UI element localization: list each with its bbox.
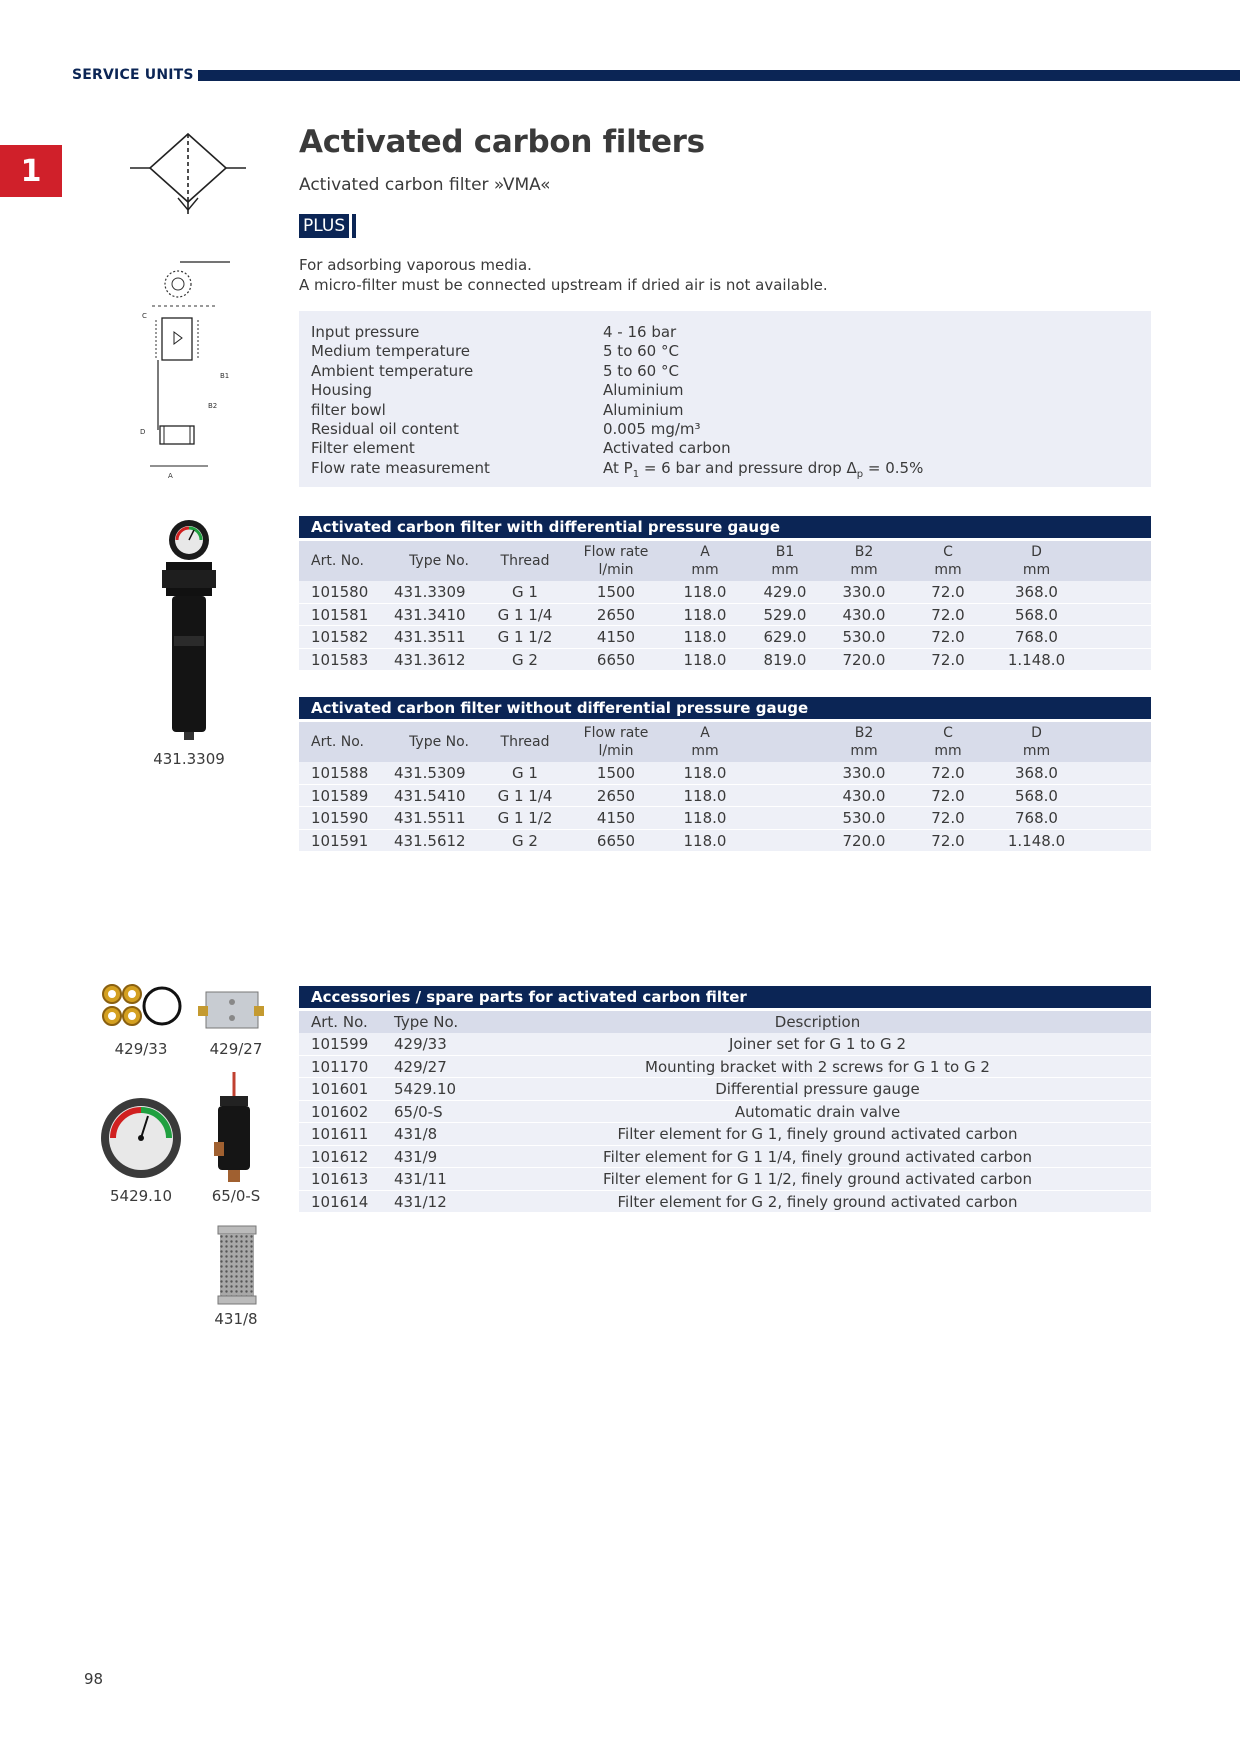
table-cell: 101614 [311,1192,369,1211]
header-line: mm [691,562,719,578]
table-body [299,1033,1151,1213]
table-cell: 330.0 [842,583,886,601]
table-cell: 101588 [311,764,369,782]
header-line: D [1031,725,1042,741]
accessories-table [299,986,1151,1213]
table-title: Activated carbon filter with differential pressure gauge [299,516,1151,538]
spec-key: Medium temperature [311,342,471,361]
header-line: Type No. [409,553,469,569]
product-photo-icon [160,516,218,742]
table-cell: 819.0 [763,650,807,669]
spec-key: Flow rate measurement [311,458,490,477]
header-cell [484,722,566,762]
intro-text [299,255,828,295]
table-row [299,785,1151,808]
table-cell: 101601 [311,1080,369,1098]
table-title: Activated carbon filter without differential pressure gauge [299,697,1151,719]
header-line: l/min [598,743,634,759]
table-cell: G 1 [512,583,538,601]
spec-value: 4 - 16 bar [603,323,677,341]
table-cell: 431.3309 [394,583,466,601]
table-header [299,541,1151,581]
plus-badge [299,214,356,238]
intro-line: A micro-filter must be connected upstream if dried air is not available. [299,276,828,294]
table-row [299,1191,1151,1214]
header-line: l/min [598,562,634,578]
header-line: mm [771,562,799,578]
header-type-no: Type No. [394,1013,459,1031]
table-cell: 368.0 [1015,583,1058,601]
spec-key: Input pressure [311,323,420,341]
table-cell: 431.5410 [394,786,466,805]
header-cell [299,722,394,762]
table-cell: 530.0 [842,809,886,827]
header-cell [826,541,902,581]
table-cell: 429/27 [394,1057,447,1076]
table-cell: 431.5612 [394,831,466,850]
table-cell: 431/12 [394,1192,447,1211]
table-cell: 2650 [596,605,636,624]
spec-row [311,381,1151,400]
table-cell: 1500 [596,583,636,601]
spec-row [311,362,1151,381]
intro-line: For adsorbing vaporous media. [299,256,532,274]
table-cell [744,762,826,784]
table-row [299,1146,1151,1169]
spec-row [311,420,1151,439]
table-cell: 1.148.0 [1007,650,1066,669]
table-cell: 368.0 [1015,764,1058,782]
chapter-tab[interactable]: 1 [0,145,62,197]
table-cell: 430.0 [842,605,886,624]
table-cell: 72.0 [931,628,965,646]
table-cell: 1500 [596,764,636,782]
spec-key: Ambient temperature [311,361,474,380]
svg-text:D: D [140,428,146,436]
header-line: Art. No. [311,553,364,569]
svg-text:A: A [168,472,173,480]
table-cell: Filter element for G 1, finely ground activated carbon [617,1125,1018,1143]
gauge-caption: 5429.10 [109,1187,173,1205]
header-line: mm [934,562,962,578]
header-line: Type No. [409,734,469,750]
table-cell: 4150 [596,809,636,827]
table-cell: 101170 [311,1057,369,1076]
table-row [299,1056,1151,1079]
header-cell [994,541,1079,581]
table-cell: 768.0 [1015,809,1058,827]
spec-key: Housing [311,381,372,400]
header-line: B1 [775,544,795,560]
table-cell: 118.0 [683,583,727,601]
table-row [299,830,1151,853]
header-line: mm [1022,562,1051,578]
table-cell: 101582 [311,628,369,646]
table-cell: 431/9 [394,1147,438,1166]
header-line: D [1031,544,1042,560]
spec-value-part: At P [603,458,633,477]
header-line: C [943,544,953,560]
header-line: C [943,725,953,741]
section-label: SERVICE UNITS [72,67,194,83]
table-cell: 330.0 [842,764,886,782]
table-cell: 72.0 [931,809,965,827]
table-cell: 118.0 [683,809,727,827]
table-cell: 6650 [596,650,636,669]
table-cell: 431.3511 [394,628,466,646]
table-title: Accessories / spare parts for activated carbon filter [299,986,1151,1008]
table-row [299,581,1151,604]
table-cell: Filter element for G 1 1/2, finely ground activated carbon [603,1170,1032,1188]
header-cell [566,722,666,762]
header-rule [198,70,1240,81]
spec-value: Aluminium [603,381,684,400]
header-line: Thread [500,734,550,750]
table-row [299,1078,1151,1101]
svg-text:B1: B1 [220,372,230,380]
table-with-gauge [299,516,1151,671]
product-caption: 431.3309 [153,750,225,768]
table-cell: 720.0 [842,831,886,850]
table-cell: G 1 1/2 [497,809,553,827]
spec-row [311,323,1151,342]
table-cell: G 1 1/4 [497,786,553,805]
table-cell: 720.0 [842,650,886,669]
svg-text:C: C [142,312,147,320]
header-cell [394,541,484,581]
table-body [299,762,1151,852]
table-cell: 429/33 [394,1035,447,1053]
table-body [299,581,1151,671]
table-cell: 118.0 [683,786,727,805]
table-cell: 431.3410 [394,605,466,624]
table-cell: 629.0 [763,628,807,646]
header-cell [744,722,826,762]
spec-value: 0.005 mg/m³ [603,419,701,438]
header-line: Flow rate [583,544,649,560]
page-number: 98 [84,1670,104,1688]
spec-value-part: = 0.5% [863,458,924,477]
header-cell [902,722,994,762]
table-cell: 568.0 [1015,786,1058,805]
joiner-set-caption: 429/33 [114,1040,168,1058]
header-line: B2 [854,725,874,741]
table-cell: Joiner set for G 1 to G 2 [729,1035,906,1053]
header-description: Description [774,1013,861,1031]
table-cell: 72.0 [931,605,965,624]
table-row [299,604,1151,627]
table-cell: 65/0-S [394,1102,443,1121]
table-cell: 1.148.0 [1007,831,1066,850]
table-cell: G 1 1/4 [497,605,553,624]
drain-valve-icon [212,1072,258,1184]
spec-value-subscript: 1 [632,468,640,480]
table-cell: 118.0 [683,628,727,646]
table-cell: 101611 [311,1125,369,1143]
table-cell: 5429.10 [394,1080,457,1098]
spec-row [311,459,1151,478]
header-line: mm [691,743,719,759]
spec-value: 5 to 60 °C [603,361,679,380]
table-cell: G 1 1/2 [497,628,553,646]
table-cell: 72.0 [931,583,965,601]
table-header [299,722,1151,762]
header-line: mm [850,743,878,759]
spec-row [311,401,1151,420]
spec-key: Residual oil content [311,419,459,438]
table-cell: 4150 [596,628,636,646]
table-cell: 431/11 [394,1170,447,1188]
table-cell: 101613 [311,1170,369,1188]
table-cell: 101581 [311,605,369,624]
table-row [299,1101,1151,1124]
table-row [299,649,1151,672]
spec-row [311,342,1151,361]
header-line: mm [1022,743,1051,759]
table-header [299,1011,1151,1033]
dimension-drawing-icon [136,258,236,480]
header-line: mm [934,743,962,759]
header-line: B2 [854,544,874,560]
spec-key: filter bowl [311,400,386,419]
table-cell: 101591 [311,831,369,850]
page-subtitle: Activated carbon filter »VMA« [299,175,551,195]
table-cell [744,785,826,807]
drain-caption: 65/0-S [211,1187,261,1205]
table-cell: 768.0 [1015,628,1058,646]
table-cell: G 2 [512,831,538,850]
spec-row [311,439,1151,458]
filter-symbol-icon [130,132,250,214]
header-cell [666,541,744,581]
table-without-gauge [299,697,1151,852]
joiner-set-icon [98,980,184,1032]
table-cell: 101590 [311,809,369,827]
table-cell: 72.0 [931,786,965,805]
table-row [299,762,1151,785]
table-cell: Differential pressure gauge [715,1080,920,1098]
table-cell: 118.0 [683,605,727,624]
header-cell [299,541,394,581]
spec-value: Aluminium [603,400,684,419]
table-cell: 101589 [311,786,369,805]
table-cell: 529.0 [763,605,807,624]
plus-badge-bar [352,214,356,238]
header-cell [484,541,566,581]
table-row [299,626,1151,649]
table-cell: 431.5309 [394,764,466,782]
header-line: mm [850,562,878,578]
table-cell: 118.0 [683,650,727,669]
spec-key: Filter element [311,439,415,458]
header-art-no: Art. No. [311,1013,368,1031]
header-cell [666,722,744,762]
table-cell: Mounting bracket with 2 screws for G 1 to G 2 [645,1057,990,1076]
specifications-box [299,311,1151,487]
table-row [299,807,1151,830]
table-cell: 431.3612 [394,650,466,669]
filter-element-icon [214,1224,260,1306]
mounting-bracket-icon [194,988,268,1032]
table-cell: 430.0 [842,786,886,805]
table-cell: 101602 [311,1102,369,1121]
table-cell: 431/8 [394,1125,438,1143]
table-cell: 6650 [596,831,636,850]
table-cell: 118.0 [683,764,727,782]
table-cell: 72.0 [931,650,965,669]
header-line: Flow rate [583,725,649,741]
page-title: Activated carbon filters [299,124,705,160]
table-cell: 429.0 [763,583,807,601]
element-caption: 431/8 [214,1310,258,1328]
table-cell: 101583 [311,650,369,669]
table-row [299,1033,1151,1056]
header-cell [566,541,666,581]
spec-value-subscript: p [856,468,864,480]
plus-badge-label: PLUS [299,214,349,238]
table-cell: 118.0 [683,831,727,850]
spec-value: 5 to 60 °C [603,342,679,361]
spec-value-flow [603,459,923,478]
table-cell: 72.0 [931,831,965,850]
header-cell [902,541,994,581]
table-cell: Automatic drain valve [734,1102,901,1121]
table-row [299,1123,1151,1146]
header-line: A [700,544,710,560]
header-cell [826,722,902,762]
table-row [299,1168,1151,1191]
table-cell: 431.5511 [394,809,466,827]
table-cell: 101599 [311,1035,369,1053]
table-cell: 101580 [311,583,369,601]
table-cell [744,830,826,852]
header-line: Thread [500,553,550,569]
pressure-gauge-icon [98,1098,184,1180]
svg-text:B2: B2 [208,402,218,410]
table-cell: 530.0 [842,628,886,646]
header-cell [394,722,484,762]
spec-value-part: = 6 bar and pressure drop Δ [639,458,857,477]
header-line: A [700,725,710,741]
table-cell: 72.0 [931,764,965,782]
table-cell: G 1 [512,764,538,782]
table-cell: 568.0 [1015,605,1058,624]
table-cell: 101612 [311,1147,369,1166]
table-cell: G 2 [512,650,538,669]
header-cell [744,541,826,581]
table-cell [744,807,826,829]
header-cell [994,722,1079,762]
table-cell: 2650 [596,786,636,805]
table-cell: Filter element for G 2, finely ground activated carbon [617,1192,1018,1211]
spec-value: Activated carbon [603,439,731,458]
table-cell: Filter element for G 1 1/4, finely ground activated carbon [603,1147,1032,1166]
header-line: Art. No. [311,734,364,750]
bracket-caption: 429/27 [209,1040,263,1058]
